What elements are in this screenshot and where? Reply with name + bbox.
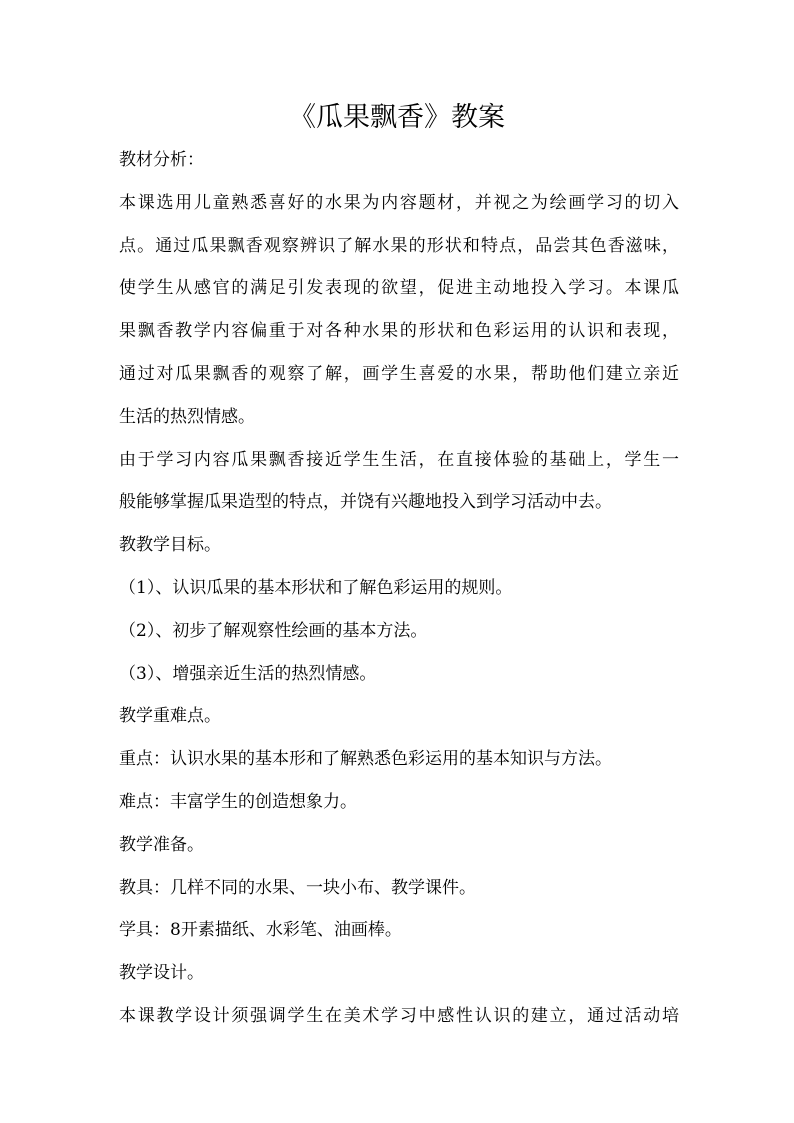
section-heading-teaching-design: 教学设计。 [119,963,204,984]
goal-item: （3）、增强亲近生活的热烈情感。 [119,663,377,684]
section-heading-preparation: 教学准备。 [119,834,204,855]
difficult-point-text: 难点：丰富学生的创造想象力。 [119,791,357,812]
paragraph-line: 果飘香教学内容偏重于对各种水果的形状和色彩运用的认识和表现， [119,321,679,342]
section-heading-material-analysis: 教材分析： [119,150,204,170]
learning-aids-text: 学具：8开素描纸、水彩笔、油画棒。 [119,920,402,941]
paragraph-line: 由于学习内容瓜果飘香接近学生生活，在直接体验的基础上，学生一 [119,449,679,470]
goal-item: （1）、认识瓜果的基本形状和了解色彩运用的规则。 [119,577,513,598]
teaching-aids-text: 教具：几样不同的水果、一块小布、教学课件。 [119,877,476,898]
paragraph-line: 使学生从感官的满足引发表现的欲望，促进主动地投入学习。本课瓜 [119,278,679,299]
section-heading-teaching-goals: 教教学目标。 [119,535,221,556]
paragraph-line: 本课教学设计须强调学生在美术学习中感性认识的建立，通过活动培 [119,1005,679,1026]
paragraph-line: 通过对瓜果飘香的观察了解，画学生喜爱的水果，帮助他们建立亲近 [119,363,679,384]
paragraph-line: 般能够掌握瓜果造型的特点，并饶有兴趣地投入到学习活动中去。 [119,492,612,513]
key-point-text: 重点：认识水果的基本形和了解熟悉色彩运用的基本知识与方法。 [119,749,612,770]
section-heading-key-difficult-points: 教学重难点。 [119,706,221,727]
goal-item: （2）、初步了解观察性绘画的基本方法。 [119,620,428,641]
paragraph-line: 生活的热烈情感。 [119,406,255,427]
document-title: 《瓜果飘香》教案 [289,102,505,133]
paragraph-line: 点。通过瓜果飘香观察辨识了解水果的形状和特点，品尝其色香滋味， [119,235,679,256]
document-body [119,148,679,1047]
paragraph-line: 本课选用儿童熟悉喜好的水果为内容题材，并视之为绘画学习的切入 [119,192,679,213]
